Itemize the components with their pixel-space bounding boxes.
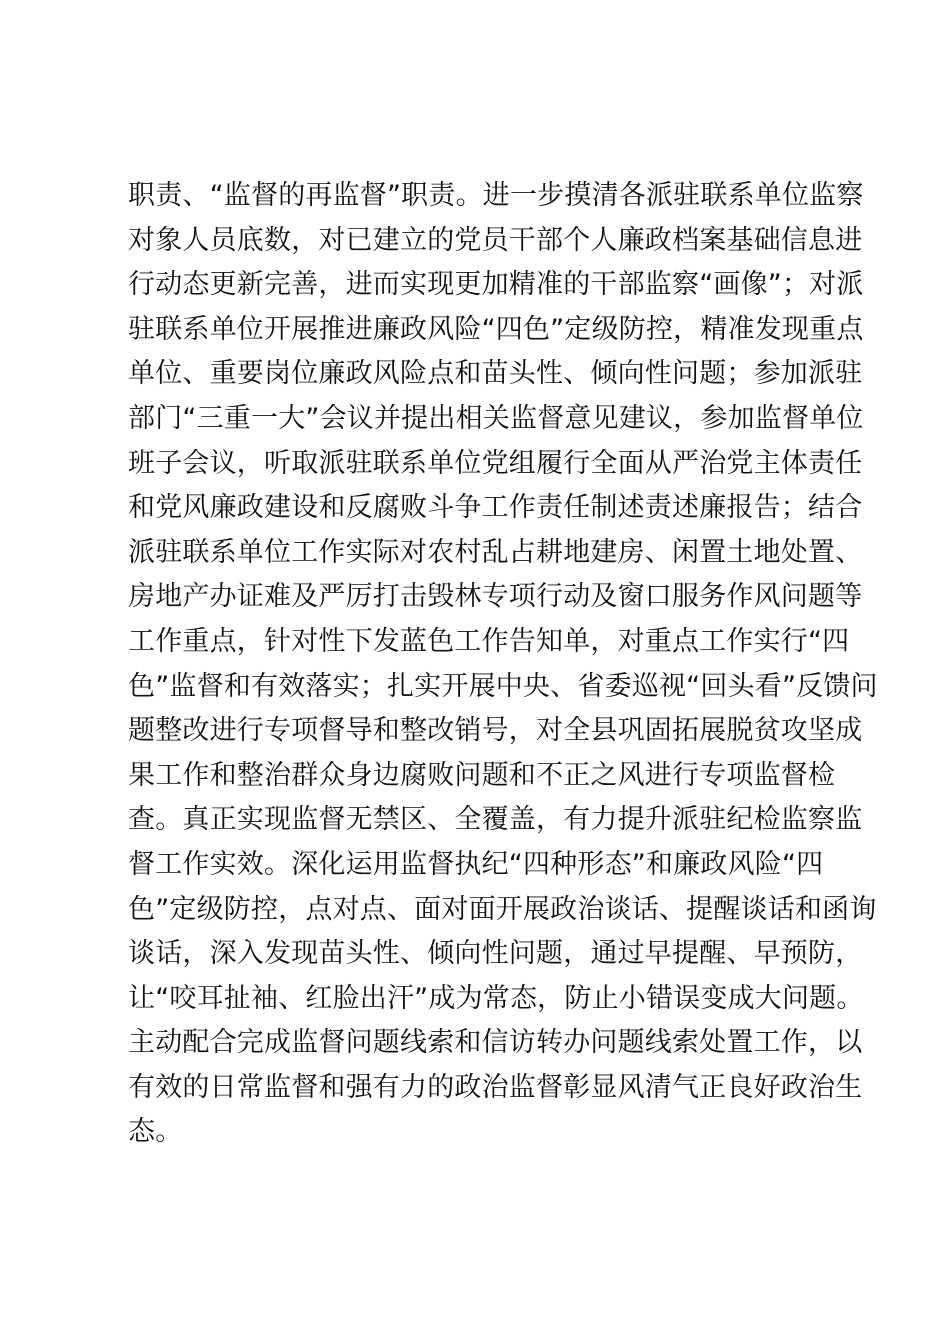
text-line: 房地产办证难及严厉打击毁林专项行动及窗口服务作风问题等 <box>128 581 863 613</box>
text-line: 单位、重要岗位廉政风险点和苗头性、倾向性问题；参加派驻 <box>128 358 863 390</box>
text-line: 主动配合完成监督问题线索和信访转办问题线索处置工作，以 <box>128 1027 863 1059</box>
text-line: 行动态更新完善，进而实现更加精准的干部监察“画像”；对派 <box>128 269 864 301</box>
text-line: 查。真正实现监督无禁区、全覆盖，有力提升派驻纪检监察监 <box>128 804 863 836</box>
text-line: 题整改进行专项督导和整改销号，对全县巩固拓展脱贫攻坚成 <box>128 715 863 747</box>
text-line: 班子会议，听取派驻联系单位党组履行全面从严治党主体责任 <box>128 447 863 479</box>
text-line: 色”监督和有效落实；扎实开展中央、省委巡视“回头看”反馈问 <box>128 670 878 702</box>
text-line: 派驻联系单位工作实际对农村乱占耕地建房、闲置土地处置、 <box>128 536 863 568</box>
text-line: 果工作和整治群众身边腐败问题和不正之风进行专项监督检 <box>128 759 836 791</box>
text-line: 态。 <box>128 1116 183 1148</box>
text-line: 部门“三重一大”会议并提出相关监督意见建议，参加监督单位 <box>128 402 864 434</box>
text-line: 驻联系单位开展推进廉政风险“四色”定级防控，精准发现重点 <box>128 313 864 345</box>
text-line: 谈话，深入发现苗头性、倾向性问题，通过早提醒、早预防， <box>128 938 863 970</box>
body-paragraph <box>128 174 878 1155</box>
text-line: 工作重点，针对性下发蓝色工作告知单，对重点工作实行“四 <box>128 625 850 657</box>
text-line: 和党风廉政建设和反腐败斗争工作责任制述责述廉报告；结合 <box>128 492 863 524</box>
text-line: 对象人员底数，对已建立的党员干部个人廉政档案基础信息进 <box>128 224 863 256</box>
text-line: 让“咬耳扯袖、红脸出汗”成为常态，防止小错误变成大问题。 <box>128 982 864 1014</box>
text-line: 有效的日常监督和强有力的政治监督彰显风清气正良好政治生 <box>128 1071 863 1103</box>
text-line: 职责、“监督的再监督”职责。进一步摸清各派驻联系单位监察 <box>128 180 864 211</box>
text-line: 色”定级防控，点对点、面对面开展政治谈话、提醒谈话和函询 <box>128 893 877 925</box>
text-line: 督工作实效。深化运用监督执纪“四种形态”和廉政风险“四 <box>128 848 824 880</box>
